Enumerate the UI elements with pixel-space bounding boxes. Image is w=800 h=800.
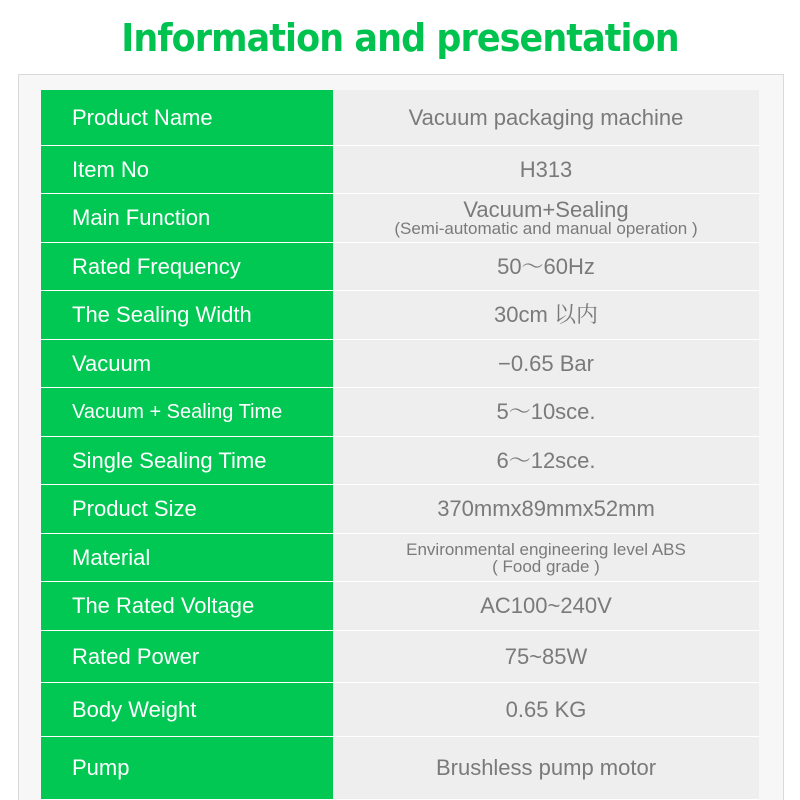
spec-value-cell: [333, 291, 759, 340]
spec-row: [41, 388, 759, 437]
spec-label: The Sealing Width: [41, 291, 333, 340]
spec-value-cell: [333, 340, 759, 388]
spec-label: Single Sealing Time: [41, 437, 333, 485]
spec-value-cell: [333, 194, 759, 243]
spec-value: AC100~240V: [480, 593, 612, 618]
spec-row: [41, 243, 759, 291]
spec-value: Environmental engineering level ABS: [406, 539, 686, 559]
spec-value: Vacuum packaging machine: [408, 104, 684, 130]
spec-value: 0.65 KG: [505, 696, 587, 722]
spec-label: Material: [41, 534, 333, 582]
spec-value-cell: [333, 388, 759, 437]
spec-label: Rated Power: [41, 631, 333, 683]
spec-value-cell: [333, 485, 759, 534]
spec-value: 6～12sce.: [496, 447, 596, 473]
spec-row: [41, 291, 759, 340]
spec-label: The Rated Voltage: [41, 582, 333, 631]
spec-label: Product Size: [41, 485, 333, 534]
spec-value-note: (Semi-automatic and manual operation ): [394, 219, 698, 238]
spec-row: [41, 582, 759, 631]
spec-row: [41, 631, 759, 683]
spec-label: Pump: [41, 737, 333, 800]
spec-row: [41, 485, 759, 534]
spec-value: −0.65 Bar: [497, 350, 594, 376]
spec-label: Item No: [41, 146, 333, 194]
spec-value: 50～60Hz: [497, 253, 595, 279]
spec-row: [41, 340, 759, 388]
spec-value: Vacuum+Sealing: [463, 197, 629, 222]
spec-label: Body Weight: [41, 683, 333, 737]
spec-table: [41, 90, 759, 800]
spec-row: [41, 534, 759, 582]
spec-row: [41, 737, 759, 800]
spec-label: Vacuum: [41, 340, 333, 388]
spec-value-cell: [333, 90, 759, 146]
spec-value: Brushless pump motor: [435, 755, 657, 780]
spec-value-cell: [333, 243, 759, 291]
spec-value-cell: [333, 683, 759, 737]
spec-value: H313: [519, 156, 573, 182]
spec-value-cell: [333, 737, 759, 800]
page-title: Information and presentation: [121, 16, 679, 60]
spec-row: [41, 437, 759, 485]
spec-label: Vacuum + Sealing Time: [41, 388, 333, 437]
spec-value-cell: [333, 631, 759, 683]
spec-row: [41, 194, 759, 243]
spec-value: 75~85W: [504, 643, 588, 669]
spec-value-cell: [333, 437, 759, 485]
spec-value-cell: [333, 582, 759, 631]
spec-value-note: ( Food grade ): [492, 556, 600, 576]
spec-label: Rated Frequency: [41, 243, 333, 291]
spec-value-cell: [333, 146, 759, 194]
spec-value: 370mmx89mmx52mm: [437, 496, 655, 521]
spec-value: 30cm 以内: [494, 302, 598, 327]
spec-label: Main Function: [41, 194, 333, 243]
spec-row: [41, 146, 759, 194]
spec-label: Product Name: [41, 90, 333, 146]
spec-row: [41, 90, 759, 146]
spec-value: 5～10sce.: [496, 399, 596, 424]
spec-row: [41, 683, 759, 737]
spec-value-cell: [333, 534, 759, 582]
